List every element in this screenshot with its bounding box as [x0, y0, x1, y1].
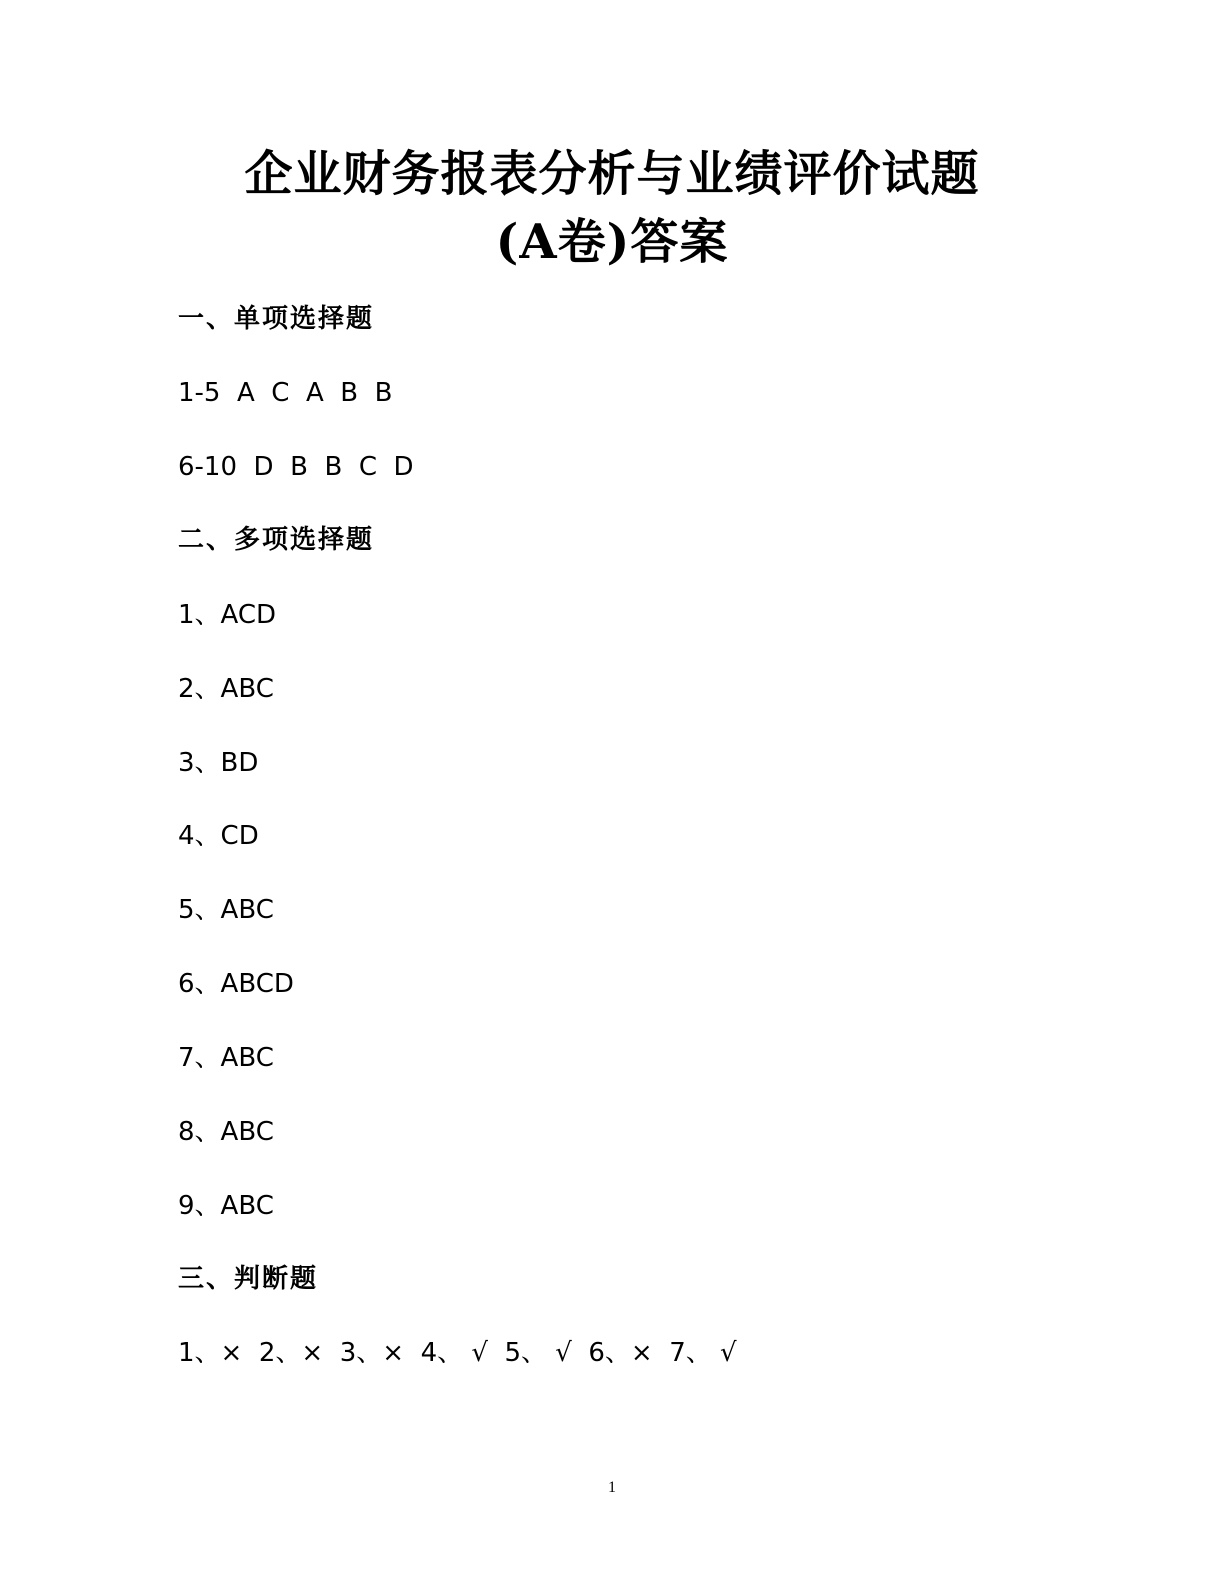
- page-number: 1: [608, 1479, 616, 1496]
- answer-line: 1、ACD: [178, 600, 277, 630]
- section-heading-single-choice: 一、单项选择题: [178, 304, 375, 334]
- document-title-line-1: 企业财务报表分析与业绩评价试题: [244, 146, 980, 202]
- answer-line: 9、ABC: [178, 1191, 274, 1221]
- answer-line: 4、CD: [178, 821, 259, 851]
- answer-line: 1-5 A C A B B: [178, 378, 393, 408]
- section-heading-multiple-choice: 二、多项选择题: [178, 525, 375, 555]
- answer-line: 1、× 2、× 3、× 4、 √ 5、 √ 6、× 7、 √: [178, 1338, 737, 1368]
- answer-line: 8、ABC: [178, 1117, 274, 1147]
- answer-line: 3、BD: [178, 748, 259, 778]
- answer-line: 2、ABC: [178, 674, 274, 704]
- answer-line: 7、ABC: [178, 1043, 274, 1073]
- answer-line: 6、ABCD: [178, 969, 294, 999]
- document-title-line-2: (A卷)答案: [495, 214, 729, 270]
- section-heading-true-false: 三、判断题: [178, 1264, 319, 1294]
- answer-line: 6-10 D B B C D: [178, 452, 414, 482]
- answer-line: 5、ABC: [178, 895, 274, 925]
